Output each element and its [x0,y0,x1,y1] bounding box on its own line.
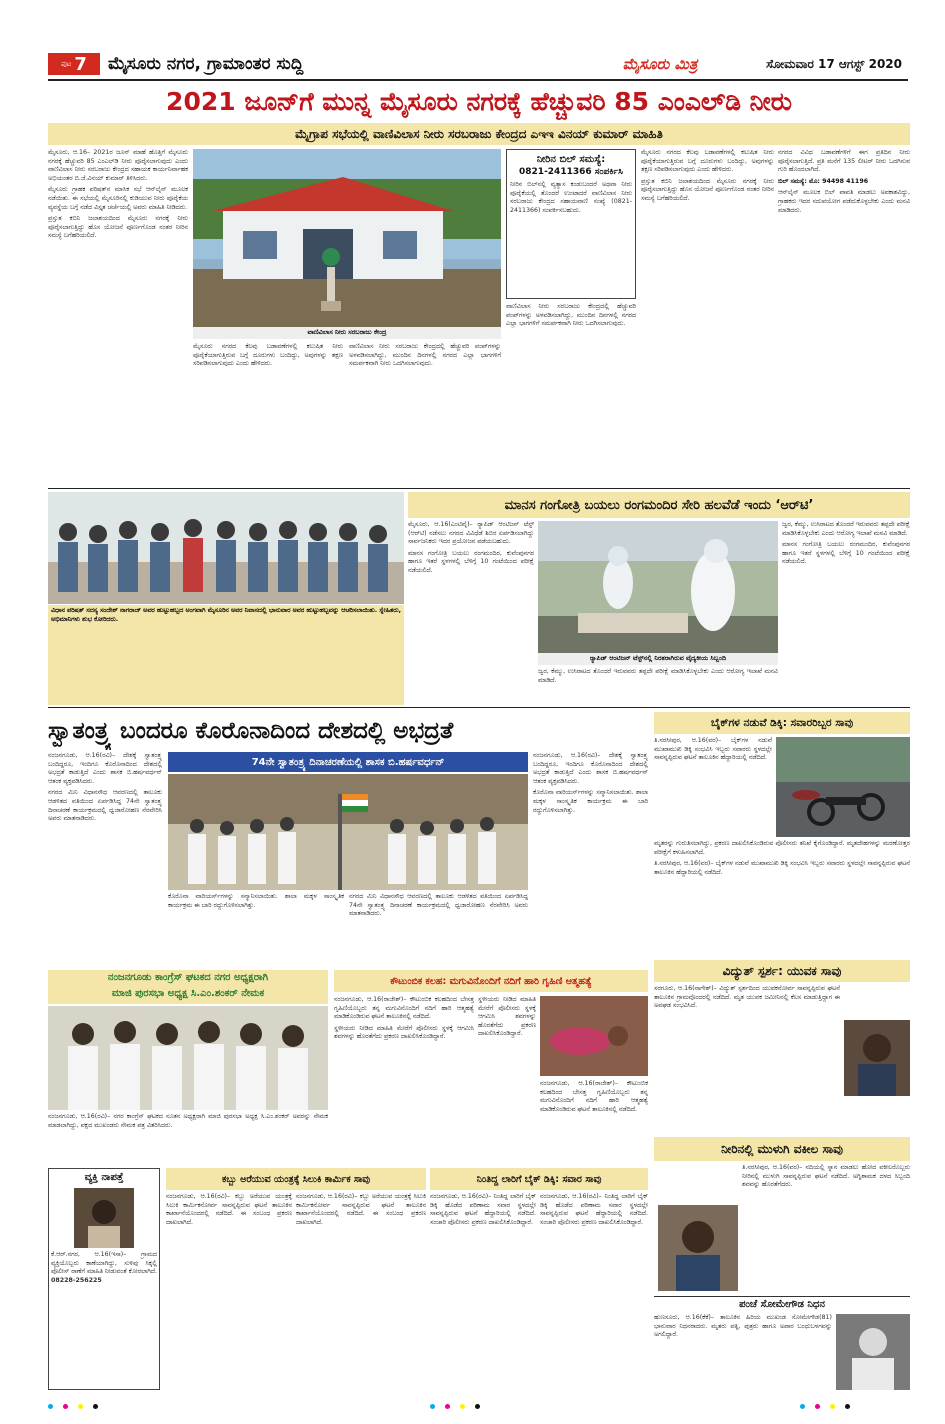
family-column-2 [478,996,536,1163]
bike-headline [654,712,910,734]
group-photo-caption: ವಿಧಾನ ಪರಿಷತ್ ಸದಸ್ಯ ಸಂದೇಶ್ ನಾಗರಾಜ್ ಅವರ ಹುಟ್ಟುಹಬ್ಬದ ಅಂಗವಾಗಿ ಮೈಸೂರಿನ ಅವರ ನಿವಾಸದಲ್ಲಿ ಭಾನುವಾರ ಅವರ ಹುಟ್ಟುಹಬ್ಬವನ್ನು ಆಚರಿಸಲಾಯಿತು. ಸ್ನೇಹಿತರು, ಅಭಿಮಾನಿಗಳು ಶುಭ ಕೋರಿದರು. [48,605,404,705]
sugarcane-headline [166,1168,426,1190]
lead-col1-p1: ಮೈಸೂರು, ಆ.16– 2021ರ ಜೂನ್ ಮಾಹೆ ಹೊತ್ತಿಗೆ ಮೈಸೂರು ನಗರಕ್ಕೆ ಹೆಚ್ಚುವರಿ 85 ಎಂಎಲ್‌ಡಿ ನೀರು ಪೂರೈಸಲಾಗುವುದು ಎಂದು ವಾಣಿವಿಲಾಸ ನೀರು ಸರಬರಾಜು ಕೇಂದ್ರದ ಸಹಾಯಕ ಕಾರ್ಯನಿರ್ವಾಹಕ ಅಭಿಯಂತರ ಬಿ.ಜೆ.ವಿನಯ್ ಕುಮಾರ್ ತಿಳಿಸಿದರು. [48,149,188,182]
lorry-p1: ನಂಜನಗೂಡು, ಆ.16(ರವಿ)– ನಿಂತಿದ್ದ ಲಾರಿಗೆ ಬೈಕ್ ಡಿಕ್ಕಿ ಹೊಡೆದ ಪರಿಣಾಮ ಸವಾರ ಸ್ಥಳದಲ್ಲೇ ಸಾವನ್ನಪ್ಪಿರುವ ಘಟನೆ ಹೆದ್ದಾರಿಯಲ್ಲಿ ನಡೆದಿದೆ. ಸಂಚಾರಿ ಪೊಲೀಸರು ಪ್ರಕರಣ ದಾಖಲಿಸಿಕೊಂಡಿದ್ದಾರೆ. [430,1193,536,1226]
sugarcane-column-1 [166,1193,292,1390]
registration-marks-right [800,1404,910,1412]
rt-p2b: ಮಾನಸ ಗಂಗೋತ್ರಿ ಬಯಲು ರಂಗಮಂದಿರ, ಕುವೆಂಪುನಗರ ಹಾಗೂ ಇತರೆ ಸ್ಥಳಗಳಲ್ಲಿ ಬೆಳಿಗ್ಗೆ 10 ಗಂಟೆಯಿಂದ ಪರೀಕ್ಷೆ ನಡೆಯಲಿದೆ. [782,541,910,566]
freedom-p2: ನಗರದ ಮಿನಿ ವಿಧಾನಸೌಧ ಆವರಣದಲ್ಲಿ ತಾಲೂಕು ಆಡಳಿತದ ವತಿಯಿಂದ ಏರ್ಪಡಿಸಿದ್ದ 74ನೇ ಸ್ವಾತಂತ್ರ್ಯ ದಿನಾಚರಣೆ ಕಾರ್ಯಕ್ರಮದಲ್ಲಿ ಧ್ವಜಾರೋಹಣ ನೆರವೇರಿಸಿ ಅವರು ಮಾತನಾಡಿದರು. [48,789,162,823]
lawyer-photo [658,1205,738,1291]
bill-box-body: ನೀರಿನ ಬಿಲ್‌ನಲ್ಲಿ ವ್ಯತ್ಯಾಸ ಕಂಡುಬಂದರೆ ಅಥವಾ ನೀರು ಪೂರೈಕೆಯಲ್ಲಿ ತೊಂದರೆ ಉಂಟಾದರೆ ವಾಣಿವಿಲಾಸ ನೀರು ಸರಬರಾಜು ಕೇಂದ್ರದ ಸಹಾಯವಾಣಿ ಸಂಖ್ಯೆ (0821-2411366) ಸಂಪರ್ಕಿಸಬಹುದು. [510,181,632,214]
electric-column [654,985,840,1133]
bike-column-1 [654,737,772,837]
lorry-headline-text: ನಿಂತಿದ್ದ ಲಾರಿಗೆ ಬೈಕ್ ಡಿಕ್ಕಿ: ಸವಾರ ಸಾವು [476,1173,602,1185]
electric-photo [844,1020,910,1096]
family-p2: ಸ್ಥಳೀಯರು ನೀಡಿದ ಮಾಹಿತಿ ಮೇರೆಗೆ ಪೊಲೀಸರು ಸ್ಥಳಕ್ಕೆ ಆಗಮಿಸಿ ಶವಗಳನ್ನು ಹೊರತೆಗೆದು ಪ್ರಕರಣ ದಾಖಲಿಸಿಕೊಂಡಿದ್ದಾರೆ. [334,1024,474,1041]
bike-headline-text: ಬೈಕ್‌ಗಳ ನಡುವೆ ಡಿಕ್ಕಿ: ಸವಾರರಿಬ್ಬರ ಸಾವು [710,716,854,729]
freedom-photo [168,774,528,890]
family-headline-text: ಕೌಟುಂಬಿಕ ಕಲಹ: ಮಗುವಿನೊಂದಿಗೆ ನದಿಗೆ ಹಾರಿ ಗೃಹಿಣಿ ಆತ್ಮಹತ್ಯೆ [390,975,592,987]
obit-headline: ಪಂಚೆ ಸೋಮೇಗೌಡ ನಿಧನ [654,1296,910,1312]
freedom-p3: ಕೊರೊನಾ ವಾರಿಯರ್ಸ್‌ಗಳನ್ನು ಸನ್ಮಾನಿಸಲಾಯಿತು. ಶಾಲಾ ಮಕ್ಕಳ ಸಾಂಸ್ಕೃತಿಕ ಕಾರ್ಯಕ್ರಮ ಈ ಬಾರಿ ರದ್ದುಗೊಳಿಸಲಾಗಿತ್ತು. [168,893,344,909]
lorry-p1b: ನಂಜನಗೂಡು, ಆ.16(ರವಿ)– ನಿಂತಿದ್ದ ಲಾರಿಗೆ ಬೈಕ್ ಡಿಕ್ಕಿ ಹೊಡೆದ ಪರಿಣಾಮ ಸವಾರ ಸ್ಥಳದಲ್ಲೇ ಸಾವನ್ನಪ್ಪಿರುವ ಘಟನೆ ಹೆದ್ದಾರಿಯಲ್ಲಿ ನಡೆದಿದೆ. ಸಂಚಾರಿ ಪೊಲೀಸರು ಪ್ರಕರಣ ದಾಖಲಿಸಿಕೊಂಡಿದ್ದಾರೆ. [540,1193,648,1226]
missing-contact: 08228-256225 [51,1276,102,1284]
lawyer-headline-text: ನೀರಿನಲ್ಲಿ ಮುಳುಗಿ ವಕೀಲ ಸಾವು [721,1141,843,1156]
right-column-2 [778,149,910,485]
family-column-3 [540,1080,648,1163]
bike-photo [776,737,910,837]
freedom-p2b: ನಗರದ ಮಿನಿ ವಿಧಾನಸೌಧ ಆವರಣದಲ್ಲಿ ತಾಲೂಕು ಆಡಳಿತದ ವತಿಯಿಂದ ಏರ್ಪಡಿಸಿದ್ದ 74ನೇ ಸ್ವಾತಂತ್ರ್ಯ ದಿನಾಚರಣೆ ಕಾರ್ಯಕ್ರಮದಲ್ಲಿ ಧ್ವಜಾರೋಹಣ ನೆರವೇರಿಸಿ ಅವರು ಮಾತನಾಡಿದರು. [349,893,528,918]
bill-box-phone: 0821-2411366 ಸಂಪರ್ಕಿಸಿ [519,167,623,177]
lead-col3-p1: ವಾಣಿವಿಲಾಸ ನೀರು ಸರಬರಾಜು ಕೇಂದ್ರದಲ್ಲಿ ಹೆಚ್ಚುವರಿ ಪಂಪ್‌ಗಳನ್ನು ಅಳವಡಿಸಲಾಗಿದ್ದು, ಮುಂದಿನ ದಿನಗಳಲ್ಲಿ ನಗರದ ಎಲ್ಲಾ ಭಾಗಗಳಿಗೆ ಸಮರ್ಪಕವಾಗಿ ನೀರು ಒದಗಿಸಲಾಗುವುದು. [349,343,501,368]
page-tag-label: ಪುಟ [61,59,72,68]
lead-column-1 [48,149,188,485]
freedom-headline: ಸ್ವಾತಂತ್ರ್ಯ ಬಂದರೂ ಕೊರೊನಾದಿಂದ ದೇಶದಲ್ಲಿ ಅಭದ್ರತೆ [48,718,454,744]
congress-headline-2: ಮಾಜಿ ಪುರಸಭಾ ಅಧ್ಯಕ್ಷ ಸಿ.ಎಂ.ಶಂಕರ್ ನೇಮಕ [111,988,265,999]
masthead-rule [48,79,908,81]
lawyer-column [742,1164,910,1292]
right-col2-p2: ಆನ್‌ಲೈನ್ ಮೂಲಕ ಬಿಲ್ ಪಾವತಿ ಮಾಡಲು ಅವಕಾಶವಿದ್ದು, ಗ್ರಾಹಕರು ಇದರ ಸದುಪಯೋಗ ಪಡೆದುಕೊಳ್ಳಬೇಕು ಎಂದು ಮನವಿ ಮಾಡಿದರು. [778,189,910,214]
family-column-1 [334,996,474,1163]
bike-column-2 [654,840,910,950]
lead-col4-p1: ವಾಣಿವಿಲಾಸ ನೀರು ಸರಬರಾಜು ಕೇಂದ್ರದಲ್ಲಿ ಹೆಚ್ಚುವರಿ ಪಂಪ್‌ಗಳನ್ನು ಅಳವಡಿಸಲಾಗಿದ್ದು, ಮುಂದಿನ ದಿನಗಳಲ್ಲಿ ನಗರದ ಎಲ್ಲಾ ಭಾಗಗಳಿಗೆ ಸಮರ್ಪಕವಾಗಿ ನೀರು ಒದಗಿಸಲಾಗುವುದು. [506,303,636,328]
obit-p1: ಹುಣಸೂರು, ಆ.16(ಕೆಕೆ)– ತಾಲೂಕಿನ ಹಿರಿಯ ಮುಖಂಡ ಸೋಮೇಗೌಡ(81) ಭಾನುವಾರ ನಿಧನರಾದರು. ಮೃತರು ಪತ್ನಿ, ಪುತ್ರರು ಹಾಗೂ ಅಪಾರ ಬಂಧುಬಳಗವನ್ನು ಅಗಲಿದ್ದಾರೆ. [654,1314,832,1339]
freedom-p3b: ಕೊರೊನಾ ವಾರಿಯರ್ಸ್‌ಗಳನ್ನು ಸನ್ಮಾನಿಸಲಾಯಿತು. ಶಾಲಾ ಮಕ್ಕಳ ಸಾಂಸ್ಕೃತಿಕ ಕಾರ್ಯಕ್ರಮ ಈ ಬಾರಿ ರದ್ದುಗೊಳಿಸಲಾಗಿತ್ತು. [533,789,648,814]
rt-photo [538,521,778,653]
freedom-column-3 [349,893,528,967]
lead-column-2 [193,343,343,485]
right-column-1 [641,149,774,485]
bill-box-title: ನೀರಿನ ಬಿಲ್ ಸಮಸ್ಯೆ: [536,154,606,165]
freedom-subhead-text: 74ನೇ ಸ್ವಾತಂತ್ರ್ಯ ದಿನಾಚರಣೆಯಲ್ಲಿ ಶಾಸಕ ಬಿ.ಹರ್ಷವರ್ಧನ್ [251,756,445,768]
missing-portrait [74,1188,134,1248]
congress-headline-box [48,970,328,1004]
rt-column-3 [782,521,910,703]
family-p2b: ಸ್ಥಳೀಯರು ನೀಡಿದ ಮಾಹಿತಿ ಮೇರೆಗೆ ಪೊಲೀಸರು ಸ್ಥಳಕ್ಕೆ ಆಗಮಿಸಿ ಶವಗಳನ್ನು ಹೊರತೆಗೆದು ಪ್ರಕರಣ ದಾಖಲಿಸಿಕೊಂಡಿದ್ದಾರೆ. [478,996,536,1038]
group-photo-illustration [48,492,404,604]
obit-photo [836,1314,910,1390]
sugarcane-p1b: ನಂಜನಗೂಡು, ಆ.16(ರವಿ)– ಕಬ್ಬು ಅರೆಯುವ ಯಂತ್ರಕ್ಕೆ ಸಿಲುಕಿ ಕಾರ್ಮಿಕನೋರ್ವ ಸಾವನ್ನಪ್ಪಿರುವ ಘಟನೆ ತಾಲೂಕಿನ ಕಾರ್ಖಾನೆಯೊಂದರಲ್ಲಿ ನಡೆದಿದೆ. ಈ ಸಂಬಂಧ ಪ್ರಕರಣ ದಾಖಲಾಗಿದೆ. [296,1193,426,1226]
rt-p3: ಜ್ವರ, ಕೆಮ್ಮು, ಉಸಿರಾಟದ ತೊಂದರೆ ಇರುವವರು ತಪ್ಪದೇ ಪರೀಕ್ಷೆ ಮಾಡಿಸಿಕೊಳ್ಳಬೇಕು ಎಂದು ಆರೋಗ್ಯ ಇಲಾಖೆ ಮನವಿ ಮಾಡಿದೆ. [538,668,778,684]
right-col2-p1: ನಗರದ ವಿವಿಧ ಬಡಾವಣೆಗಳಿಗೆ ಈಗ ಪ್ರತಿದಿನ ನೀರು ಪೂರೈಸಲಾಗುತ್ತಿದೆ. ಪ್ರತಿ ಮನೆಗೆ 135 ಲೀಟರ್ ನೀರು ಒದಗಿಸುವ ಗುರಿ ಹೊಂದಲಾಗಿದೆ. [778,149,910,174]
electric-portrait [844,1020,910,1096]
right-col1-p2: ಪ್ರಸ್ತುತ ಕಬಿನಿ ಜಲಾಶಯದಿಂದ ಮೈಸೂರು ನಗರಕ್ಕೆ ನೀರು ಪೂರೈಸಲಾಗುತ್ತಿದ್ದು ಹೊಸ ಯೋಜನೆ ಪೂರ್ಣಗೊಂಡ ನಂತರ ನೀರಿನ ಸಮಸ್ಯೆ ಬಗೆಹರಿಯಲಿದೆ. [641,177,774,202]
family-p1: ನಂಜನಗೂಡು, ಆ.16(ರಾಜೇಶ್)– ಕೌಟುಂಬಿಕ ಕಲಹದಿಂದ ಬೇಸತ್ತ ಗೃಹಿಣಿಯೊಬ್ಬರು ತನ್ನ ಮಗುವಿನೊಂದಿಗೆ ನದಿಗೆ ಹಾರಿ ಆತ್ಮಹತ್ಯೆ ಮಾಡಿಕೊಂಡಿರುವ ಘಟನೆ ತಾಲೂಕಿನಲ್ಲಿ ನಡೆದಿದೆ. [334,996,474,1021]
congress-photo [48,1006,328,1110]
mid-rule [48,707,910,708]
freedom-column-2 [168,893,344,967]
right-col2-phone: ಬಿಲ್ ಸಮಸ್ಯೆ: ಮೊ: 94498 41196 [778,177,869,185]
lead-column-3 [349,343,501,485]
page-tag [48,53,100,75]
rt-headline [408,492,910,518]
lawyer-p1: ತಿ.ನರಸೀಪುರ, ಆ.16(ವರ)– ನದಿಯಲ್ಲಿ ಸ್ನಾನ ಮಾಡಲು ಹೋದ ವಕೀಲರೊಬ್ಬರು ನೀರಿನಲ್ಲಿ ಮುಳುಗಿ ಸಾವನ್ನಪ್ಪಿರುವ ಘಟನೆ ನಡೆದಿದೆ. ಅಗ್ನಿಶಾಮಕ ದಳದ ಸಿಬ್ಬಂದಿ ಶವವನ್ನು ಹೊರತೆಗೆದರು. [742,1164,910,1189]
sugarcane-p1: ನಂಜನಗೂಡು, ಆ.16(ರವಿ)– ಕಬ್ಬು ಅರೆಯುವ ಯಂತ್ರಕ್ಕೆ ಸಿಲುಕಿ ಕಾರ್ಮಿಕನೋರ್ವ ಸಾವನ್ನಪ್ಪಿರುವ ಘಟನೆ ತಾಲೂಕಿನ ಕಾರ್ಖಾನೆಯೊಂದರಲ್ಲಿ ನಡೆದಿದೆ. ಈ ಸಂಬಂಧ ಪ್ರಕರಣ ದಾಖಲಾಗಿದೆ. [166,1193,292,1226]
section-title: ಮೈಸೂರು ನಗರ, ಗ್ರಾಮಾಂತರ ಸುದ್ದಿ [108,54,304,74]
lead-photo [193,149,501,327]
freedom-column-4 [533,752,648,967]
rt-p2: ಮಾನಸ ಗಂಗೋತ್ರಿ ಬಯಲು ರಂಗಮಂದಿರ, ಕುವೆಂಪುನಗರ ಹಾಗೂ ಇತರೆ ಸ್ಥಳಗಳಲ್ಲಿ ಬೆಳಿಗ್ಗೆ 10 ಗಂಟೆಯಿಂದ ಪರೀಕ್ಷೆ ನಡೆಯಲಿದೆ. [408,549,534,574]
freedom-photo-illustration [168,774,528,890]
lead-subhead [48,123,910,145]
missing-p1: ಕೆ.ಆರ್.ನಗರ, ಆ.16(ಇಸಾ)– ಗ್ರಾಮದ ವ್ಯಕ್ತಿಯೊಬ್ಬರು ಕಾಣೆಯಾಗಿದ್ದು, ಸುಳಿವು ಸಿಕ್ಕಲ್ಲಿ ಪೊಲೀಸ್ ಠಾಣೆಗೆ ಮಾಹಿತಿ ನೀಡುವಂತೆ ಕೋರಲಾಗಿದೆ. [51,1251,157,1276]
lead-col2-p1: ಮೈಸೂರು ನಗರದ ಕೆಲವು ಬಡಾವಣೆಗಳಲ್ಲಿ ಕಲುಷಿತ ನೀರು ಪೂರೈಕೆಯಾಗುತ್ತಿರುವ ಬಗ್ಗೆ ದೂರುಗಳು ಬಂದಿದ್ದು, ಅವುಗಳನ್ನು ತಕ್ಷಣ ಸರಿಪಡಿಸಲಾಗುವುದು ಎಂದು ಹೇಳಿದರು. [193,343,343,368]
lead-col1-p2: ಮೈಸೂರು ಗ್ರಾಹಕ ಪರಿಷತ್‌ನ ಮಾಸಿಕ ಸಭೆ ಆನ್‌ಲೈನ್ ಮೂಲಕ ನಡೆಯಿತು. ಈ ಸಭೆಯಲ್ಲಿ ಮೈಸೂರಿನಲ್ಲಿ ಕುಡಿಯುವ ನೀರು ಪೂರೈಕೆಯ ವ್ಯವಸ್ಥೆಯ ಬಗ್ಗೆ ನಡೆದ ವಿಸ್ತೃತ ಚರ್ಚೆಯಲ್ಲಿ ಅವರು ಮಾಹಿತಿ ನೀಡಿದರು. [48,186,188,211]
lead-photo-caption: ವಾಣಿವಿಲಾಸ ನೀರು ಸರಬರಾಜು ಕೇಂದ್ರ [193,327,501,339]
electric-headline [654,960,910,982]
registration-marks-center [430,1404,550,1412]
sugarcane-column-2 [296,1193,426,1390]
registration-marks-left [48,1404,168,1412]
group-photo [48,492,404,604]
rt-photo-illustration [538,521,778,653]
water-building-illustration [193,149,501,327]
lead-bottom-rule [48,488,910,489]
bike-p1b: ತಿ.ನರಸೀಪುರ, ಆ.16(ವರ)– ಬೈಕ್‌ಗಳ ನಡುವೆ ಮುಖಾಮುಖಿ ಡಿಕ್ಕಿ ಸಂಭವಿಸಿ ಇಬ್ಬರು ಸವಾರರು ಸ್ಥಳದಲ್ಲೇ ಸಾವನ್ನಪ್ಪಿರುವ ಘಟನೆ ತಾಲೂಕಿನ ಹೆದ್ದಾರಿಯಲ್ಲಿ ನಡೆದಿದೆ. [654,860,910,876]
family-photo-illustration [540,996,648,1076]
congress-column [48,1113,328,1163]
rt-photo-caption: ರ್‍ಯಾಪಿಡ್ ಆಂಟಿಜನ್ ಟೆಸ್ಟ್‌ನಲ್ಲಿ ನಿರತರಾಗಿರುವ ವೈದ್ಯಕೀಯ ಸಿಬ್ಬಂದಿ [538,653,778,665]
freedom-p1b: ನಂಜನಗೂಡು, ಆ.16(ರವಿ)– ದೇಶಕ್ಕೆ ಸ್ವಾತಂತ್ರ್ಯ ಬಂದಿದ್ದರೂ, ಇಂದಿಗೂ ಕೊರೊನಾದಿಂದ ದೇಶದಲ್ಲಿ ಅಭದ್ರತೆ ಕಾಡುತ್ತಿದೆ ಎಂದು ಶಾಸಕ ಬಿ.ಹರ್ಷವರ್ಧನ್ ಆತಂಕ ವ್ಯಕ್ತಪಡಿಸಿದರು. [533,752,648,785]
rt-headline-text: ಮಾನಸ ಗಂಗೋತ್ರಿ ಬಯಲು ರಂಗಮಂದಿರ ಸೇರಿ ಹಲವೆಡೆ ಇಂದು ‘ಆರ್‌ಟಿ’ [504,497,814,513]
congress-p1: ನಂಜನಗೂಡು, ಆ.16(ರವಿ)– ನಗರ ಕಾಂಗ್ರೆಸ್ ಘಟಕದ ನೂತನ ಅಧ್ಯಕ್ಷರಾಗಿ ಮಾಜಿ ಪುರಸಭಾ ಅಧ್ಯಕ್ಷ ಸಿ.ಎಂ.ಶಂಕರ್ ಅವರನ್ನು ನೇಮಕ ಮಾಡಲಾಗಿದ್ದು, ಪಕ್ಷದ ಮುಖಂಡರು ನೇಮಕ ಪತ್ರ ವಿತರಿಸಿದರು. [48,1113,328,1129]
missing-box [48,1168,160,1390]
family-headline [334,970,648,992]
issue-date: ಸೋಮವಾರ 17 ಆಗಸ್ಟ್ 2020 [766,57,902,71]
bike-p1: ತಿ.ನರಸೀಪುರ, ಆ.16(ವರ)– ಬೈಕ್‌ಗಳ ನಡುವೆ ಮುಖಾಮುಖಿ ಡಿಕ್ಕಿ ಸಂಭವಿಸಿ ಇಬ್ಬರು ಸವಾರರು ಸ್ಥಳದಲ್ಲೇ ಸಾವನ್ನಪ್ಪಿರುವ ಘಟನೆ ತಾಲೂಕಿನ ಹೆದ್ದಾರಿಯಲ್ಲಿ ನಡೆದಿದೆ. [654,737,772,762]
paper-logo: ಮೈಸೂರು ಮಿತ್ರ [622,55,698,73]
family-p1b: ನಂಜನಗೂಡು, ಆ.16(ರಾಜೇಶ್)– ಕೌಟುಂಬಿಕ ಕಲಹದಿಂದ ಬೇಸತ್ತ ಗೃಹಿಣಿಯೊಬ್ಬರು ತನ್ನ ಮಗುವಿನೊಂದಿಗೆ ನದಿಗೆ ಹಾರಿ ಆತ್ಮಹತ್ಯೆ ಮಾಡಿಕೊಂಡಿರುವ ಘಟನೆ ತಾಲೂಕಿನಲ್ಲಿ ನಡೆದಿದೆ. [540,1080,648,1113]
lead-headline: 2021 ಜೂನ್‌ಗೆ ಮುನ್ನ ಮೈಸೂರು ನಗರಕ್ಕೆ ಹೆಚ್ಚುವರಿ 85 ಎಂಎಲ್‌ಡಿ ನೀರು [166,87,792,116]
page-number: 7 [74,53,87,75]
congress-headline-1: ನಂಜನಗೂಡು ಕಾಂಗ್ರೆಸ್ ಘಟಕದ ನಗರ ಅಧ್ಯಕ್ಷರಾಗಿ [107,972,269,983]
rt-p3b: ಜ್ವರ, ಕೆಮ್ಮು, ಉಸಿರಾಟದ ತೊಂದರೆ ಇರುವವರು ತಪ್ಪದೇ ಪರೀಕ್ಷೆ ಮಾಡಿಸಿಕೊಳ್ಳಬೇಕು ಎಂದು ಆರೋಗ್ಯ ಇಲಾಖೆ ಮನವಿ ಮಾಡಿದೆ. [782,521,910,537]
electric-headline-text: ವಿದ್ಯುತ್ ಸ್ಪರ್ಶ: ಯುವಕ ಸಾವು [722,963,842,978]
electric-p1: ಸರಗೂರು, ಆ.16(ನಾಗೇಶ್)– ವಿದ್ಯುತ್ ಸ್ಪರ್ಶದಿಂದ ಯುವಕನೋರ್ವ ಸಾವನ್ನಪ್ಪಿರುವ ಘಟನೆ ತಾಲೂಕಿನ ಗ್ರಾಮವೊಂದರಲ್ಲಿ ನಡೆದಿದೆ. ಮೃತ ಯುವಕ ಜಮೀನಿನಲ್ಲಿ ಕೆಲಸ ಮಾಡುತ್ತಿದ್ದಾಗ ಈ ಅವಘಡ ಸಂಭವಿಸಿದೆ. [654,985,840,1010]
freedom-p1: ನಂಜನಗೂಡು, ಆ.16(ರವಿ)– ದೇಶಕ್ಕೆ ಸ್ವಾತಂತ್ರ್ಯ ಬಂದಿದ್ದರೂ, ಇಂದಿಗೂ ಕೊರೊನಾದಿಂದ ದೇಶದಲ್ಲಿ ಅಭದ್ರತೆ ಕಾಡುತ್ತಿದೆ ಎಂದು ಶಾಸಕ ಬಿ.ಹರ್ಷವರ್ಧನ್ ಆತಂಕ ವ್ಯಕ್ತಪಡಿಸಿದರು. [48,752,162,785]
rt-column-1 [408,521,534,703]
bike-accident-illustration [776,737,910,837]
lead-subhead-text: ಮೈಗ್ರಾಪ ಸಭೆಯಲ್ಲಿ ವಾಣಿವಿಲಾಸ ನೀರು ಸರಬರಾಜು ಕೇಂದ್ರದ ಎಇಇ ವಿನಯ್ ಕುಮಾರ್ ಮಾಹಿತಿ [295,126,663,141]
bike-p2: ಮೃತರನ್ನು ಗುರುತಿಸಲಾಗಿದ್ದು, ಪ್ರಕರಣ ದಾಖಲಿಸಿಕೊಂಡಿರುವ ಪೊಲೀಸರು ತನಿಖೆ ಕೈಗೊಂಡಿದ್ದಾರೆ. ಮೃತದೇಹಗಳನ್ನು ಮರಣೋತ್ತರ ಪರೀಕ್ಷೆಗೆ ಕಳುಹಿಸಲಾಗಿದೆ. [654,840,910,856]
lorry-headline [430,1168,648,1190]
rt-p1: ಮೈಸೂರು, ಆ.16(ಎಂಟಿವೈ)– ರ್‍ಯಾಪಿಡ್ ಆಂಟಿಜನ್ ಟೆಸ್ಟ್ (ಆರ್‌ಟಿ) ನಡೆಸಲು ನಗರದ ವಿವಿಧೆಡೆ ಶಿಬಿರ ಏರ್ಪಡಿಸಲಾಗಿದ್ದು ಸಾರ್ವಜನಿಕರು ಇದರ ಪ್ರಯೋಜನ ಪಡೆಯಬಹುದು. [408,521,534,546]
congress-photo-illustration [48,1006,328,1110]
family-photo [540,996,648,1076]
lead-col1-p3: ಪ್ರಸ್ತುತ ಕಬಿನಿ ಜಲಾಶಯದಿಂದ ಮೈಸೂರು ನಗರಕ್ಕೆ ನೀರು ಪೂರೈಸಲಾಗುತ್ತಿದ್ದು ಹೊಸ ಯೋಜನೆ ಪೂರ್ಣಗೊಂಡ ನಂತರ ನೀರಿನ ಸಮಸ್ಯೆ ಬಗೆಹರಿಯಲಿದೆ. [48,215,188,240]
obit-portrait [836,1314,910,1390]
right-col1-p1: ಮೈಸೂರು ನಗರದ ಕೆಲವು ಬಡಾವಣೆಗಳಲ್ಲಿ ಕಲುಷಿತ ನೀರು ಪೂರೈಕೆಯಾಗುತ್ತಿರುವ ಬಗ್ಗೆ ದೂರುಗಳು ಬಂದಿದ್ದು, ಅವುಗಳನ್ನು ತಕ್ಷಣ ಸರಿಪಡಿಸಲಾಗುವುದು ಎಂದು ಹೇಳಿದರು. [641,149,774,174]
bill-box [506,149,636,299]
lawyer-portrait [658,1205,738,1291]
sugarcane-headline-text: ಕಬ್ಬು ಅರೆಯುವ ಯಂತ್ರಕ್ಕೆ ಸಿಲುಕಿ ಕಾರ್ಮಿಕ ಸಾವು [221,1173,371,1185]
rt-column-2 [538,668,778,704]
freedom-subhead [168,752,528,772]
lorry-column-1 [430,1193,536,1390]
lawyer-headline [654,1137,910,1161]
freedom-column-1 [48,752,162,967]
missing-photo [74,1188,134,1248]
lorry-column-2 [540,1193,648,1390]
masthead [40,50,908,78]
lead-column-4 [506,303,636,485]
missing-headline: ವ್ಯಕ್ತಿ ನಾಪತ್ತೆ [84,1172,124,1183]
obit-column [654,1314,832,1390]
